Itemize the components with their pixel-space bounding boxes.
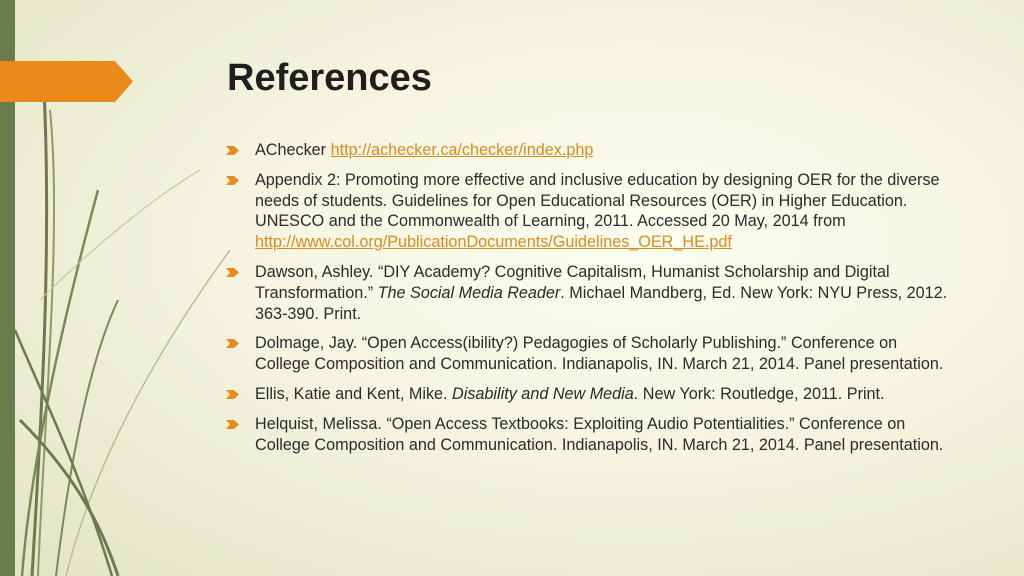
arrow-bullet-icon (226, 420, 239, 429)
arrow-bullet-icon (226, 268, 239, 277)
reference-link[interactable]: http://achecker.ca/checker/index.php (330, 141, 594, 159)
reference-item (224, 262, 954, 324)
reference-text-continued: . Michael Mandberg, Ed. New York: NYU Press, 2012. 363-390. Print. (255, 283, 948, 323)
reference-title-italic: Disability and New Media (452, 384, 634, 403)
arrow-bullet-icon (226, 390, 239, 399)
arrow-bullet-icon (226, 176, 239, 185)
reference-item (224, 414, 954, 456)
references-list (224, 140, 954, 464)
reference-item (224, 140, 954, 161)
reference-item (224, 170, 954, 253)
slide-title: References (227, 57, 432, 99)
reference-text: Helquist, Melissa. “Open Access Textbooks: Exploiting Audio Potentialities.” Conference on College Composition and Communication. Indianapolis, IN. March 21, 2014. Panel presentation. (255, 414, 944, 454)
reference-text: AChecker (255, 141, 331, 159)
reference-text: Ellis, Katie and Kent, Mike. (255, 384, 453, 403)
arrow-bullet-icon (226, 339, 239, 348)
reference-text: Appendix 2: Promoting more effective and inclusive education by designing OER for the diverse needs of students. Guidelines for Open Educational Resources (OER) in Higher Education. UNESCO and the Commonwealth of Learning, 2011. Accessed 20 May, 2014 from (255, 170, 940, 231)
reference-item (224, 333, 954, 375)
reference-link[interactable]: http://www.col.org/PublicationDocuments/Guidelines_OER_HE.pdf (255, 233, 732, 252)
title-accent-arrow (0, 61, 133, 102)
reference-title-italic: The Social Media Reader (377, 283, 561, 302)
reference-text: Dolmage, Jay. “Open Access(ibility?) Pedagogies of Scholarly Publishing.” Conference on College Composition and Communication. Indianapolis, IN. March 21, 2014. Panel presentation. (255, 334, 944, 374)
reference-text: Dawson, Ashley. “DIY Academy? Cognitive Capitalism, Humanist Scholarship and Digital Transformation.” (255, 262, 890, 302)
reference-text-continued: . New York: Routledge, 2011. Print. (633, 384, 885, 403)
reference-item (224, 384, 954, 405)
arrow-bullet-icon (226, 146, 239, 155)
